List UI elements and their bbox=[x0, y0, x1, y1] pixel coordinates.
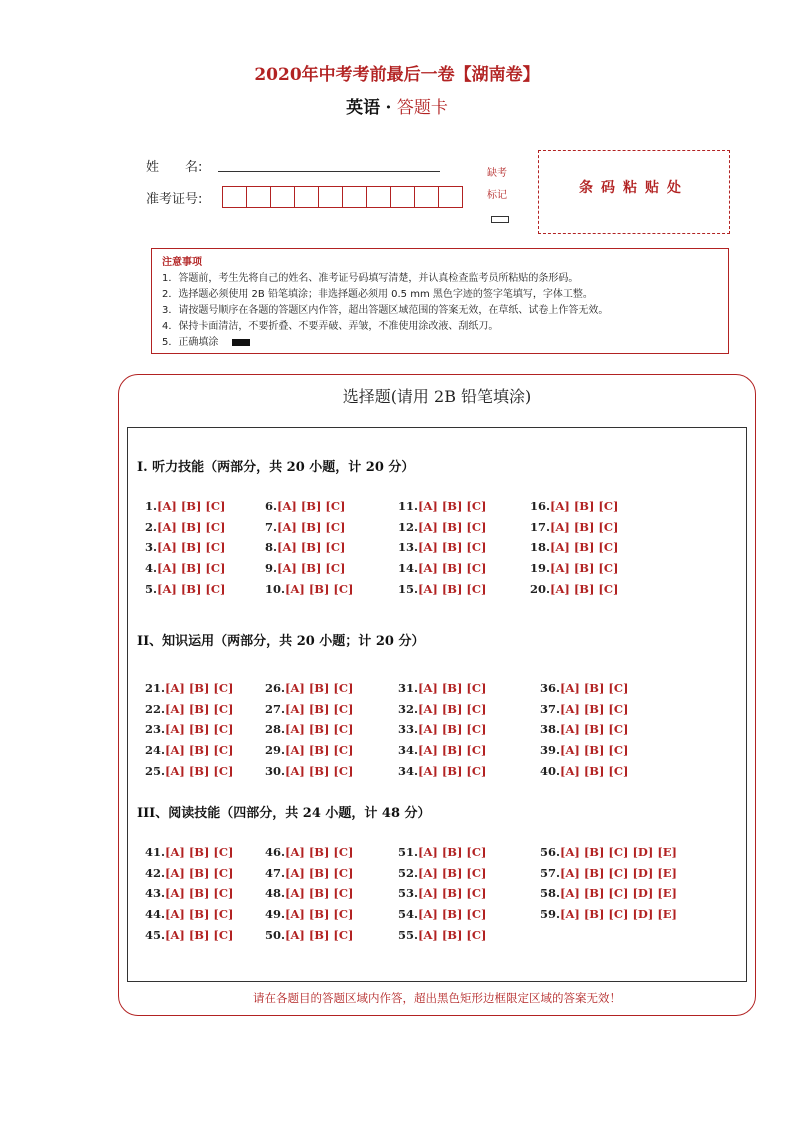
question-number: 13. bbox=[398, 540, 419, 555]
answer-options[interactable]: [A] [B] [C] bbox=[285, 763, 354, 778]
answer-options[interactable]: [A] [B] [C] bbox=[418, 907, 487, 922]
answer-options[interactable]: [A] [B] [C] bbox=[277, 561, 346, 576]
question-row[interactable] bbox=[265, 764, 353, 778]
question-number: 22. bbox=[145, 701, 166, 716]
question-row[interactable] bbox=[540, 681, 628, 695]
question-row[interactable] bbox=[265, 743, 353, 757]
question-number: 28. bbox=[265, 722, 286, 737]
answer-options[interactable]: [A] [B] [C] bbox=[560, 681, 629, 695]
answer-options[interactable]: [A] [B] [C] bbox=[418, 743, 487, 758]
question-row[interactable] bbox=[540, 886, 677, 900]
question-row[interactable] bbox=[398, 866, 486, 880]
question-row[interactable] bbox=[398, 520, 486, 534]
question-row[interactable] bbox=[145, 866, 233, 880]
section-title: I. 听力技能（两部分，共 20 小题，计 20 分） bbox=[137, 460, 415, 475]
question-row[interactable] bbox=[540, 866, 677, 880]
question-row[interactable] bbox=[145, 582, 225, 596]
answer-options[interactable]: [A] [B] [C] bbox=[560, 763, 629, 778]
notice-item-correct-fill bbox=[162, 335, 718, 351]
answer-options[interactable]: [A] [B] [C] bbox=[418, 763, 487, 778]
question-row[interactable] bbox=[145, 722, 233, 736]
question-row[interactable] bbox=[145, 907, 233, 921]
question-row[interactable] bbox=[145, 561, 225, 575]
answer-options[interactable]: [A] [B] [C] bbox=[157, 519, 226, 534]
question-number: 8. bbox=[265, 540, 278, 555]
question-number: 54. bbox=[398, 907, 419, 922]
question-number: 58. bbox=[540, 886, 561, 901]
answer-options[interactable]: [A] [B] [C] bbox=[277, 499, 346, 513]
answer-options[interactable]: [A] [B] [C] bbox=[560, 701, 629, 716]
question-number: 38. bbox=[540, 722, 561, 737]
question-number: 30. bbox=[265, 763, 286, 778]
answer-options[interactable]: [A] [B] [C] bbox=[550, 561, 619, 576]
question-number: 25. bbox=[145, 763, 166, 778]
id-digit-box[interactable] bbox=[271, 187, 295, 207]
answer-card-label: 答题卡 bbox=[396, 98, 448, 118]
question-row[interactable] bbox=[540, 764, 628, 778]
question-row[interactable] bbox=[398, 681, 486, 695]
answer-options[interactable]: [A] [B] [C] bbox=[560, 722, 629, 737]
question-number: 18. bbox=[530, 540, 551, 555]
question-number: 29. bbox=[265, 743, 286, 758]
question-number: 31. bbox=[398, 681, 419, 695]
question-number: 6. bbox=[265, 499, 278, 513]
question-number: 40. bbox=[540, 763, 561, 778]
question-row[interactable] bbox=[398, 907, 486, 921]
id-digit-box[interactable] bbox=[439, 187, 462, 207]
id-digit-box[interactable] bbox=[247, 187, 271, 207]
question-row[interactable] bbox=[145, 520, 225, 534]
question-row[interactable] bbox=[265, 681, 353, 695]
question-number: 2. bbox=[145, 519, 158, 534]
page-title: 2020年中考考前最后一卷【湖南卷】 bbox=[254, 65, 540, 85]
answer-options[interactable]: [A] [B] [C] bbox=[550, 499, 619, 513]
id-digit-box[interactable] bbox=[367, 187, 391, 207]
footer-warning: 请在各题目的答题区域内作答，超出黑色矩形边框限定区域的答案无效！ bbox=[253, 991, 621, 1005]
answer-options[interactable]: [A] [B] [C] bbox=[157, 561, 226, 576]
question-number: 16. bbox=[530, 499, 551, 513]
question-number: 3. bbox=[145, 540, 158, 555]
question-number: 24. bbox=[145, 743, 166, 758]
question-number: 39. bbox=[540, 743, 561, 758]
question-row[interactable] bbox=[145, 743, 233, 757]
question-number: 46. bbox=[265, 845, 286, 859]
question-number: 49. bbox=[265, 907, 286, 922]
notice-item: 3．请按题号顺序在各题的答题区内作答，超出答题区域范围的答案无效，在草纸、试卷上作答无效。 bbox=[162, 305, 609, 316]
question-row[interactable] bbox=[145, 886, 233, 900]
question-number: 15. bbox=[398, 581, 419, 596]
answer-options[interactable]: [A] [B] [C] bbox=[418, 722, 487, 737]
answer-options[interactable]: [A] [B] [C] bbox=[285, 907, 354, 922]
question-number: 42. bbox=[145, 865, 166, 880]
choice-heading: 选择题(请用 2B 铅笔填涂) bbox=[342, 387, 532, 406]
section-title: III、阅读技能（四部分，共 24 小题，计 48 分） bbox=[137, 806, 431, 821]
answer-options[interactable]: [A] [B] [C] bbox=[285, 581, 354, 596]
notice-item: 1．答题前，考生先将自己的姓名、准考证号码填写清楚，并认真检查监考员所粘贴的条形码。 bbox=[162, 273, 579, 284]
absent-mark-box[interactable] bbox=[491, 216, 509, 223]
answer-options[interactable]: [A] [B] [C] bbox=[418, 701, 487, 716]
section-title: II、知识运用（两部分，共 20 小题；计 20 分） bbox=[137, 634, 425, 649]
question-number: 11. bbox=[398, 499, 419, 513]
id-digit-box[interactable] bbox=[415, 187, 439, 207]
answer-options[interactable]: [A] [B] [C] [D] [E] bbox=[560, 907, 677, 922]
question-row[interactable] bbox=[145, 702, 233, 716]
question-number: 14. bbox=[398, 561, 419, 576]
answer-options[interactable]: [A] [B] [C] bbox=[285, 927, 354, 942]
answer-options[interactable]: [A] [B] [C] bbox=[418, 886, 487, 901]
question-number: 23. bbox=[145, 722, 166, 737]
answer-options[interactable]: [A] [B] [C] bbox=[285, 845, 354, 859]
question-number: 44. bbox=[145, 907, 166, 922]
question-number: 48. bbox=[265, 886, 286, 901]
answer-options[interactable]: [A] [B] [C] bbox=[285, 701, 354, 716]
question-row[interactable] bbox=[265, 886, 353, 900]
question-number: 33. bbox=[398, 722, 419, 737]
question-row[interactable] bbox=[265, 499, 345, 513]
question-row[interactable] bbox=[145, 540, 225, 554]
question-row[interactable] bbox=[145, 499, 225, 513]
answer-options[interactable]: [A] [B] [C] bbox=[277, 540, 346, 555]
question-number: 1. bbox=[145, 499, 158, 513]
question-row[interactable] bbox=[265, 845, 353, 859]
answer-options[interactable]: [A] [B] [C] bbox=[165, 763, 234, 778]
id-number-boxes[interactable] bbox=[222, 186, 463, 208]
question-number: 47. bbox=[265, 865, 286, 880]
answer-options[interactable]: [A] [B] [C] bbox=[165, 907, 234, 922]
id-digit-box[interactable] bbox=[223, 187, 247, 207]
question-number: 59. bbox=[540, 907, 561, 922]
answer-options[interactable]: [A] [B] [C] bbox=[285, 722, 354, 737]
absent-label-bottom: 标记 bbox=[487, 190, 507, 201]
question-number: 45. bbox=[145, 927, 166, 942]
id-digit-box[interactable] bbox=[295, 187, 319, 207]
question-row[interactable] bbox=[265, 582, 353, 596]
answer-options[interactable]: [A] [B] [C] [D] [E] bbox=[560, 865, 677, 880]
answer-options[interactable]: [A] [B] [C] bbox=[165, 743, 234, 758]
question-row[interactable] bbox=[145, 928, 233, 942]
question-row[interactable] bbox=[540, 907, 677, 921]
question-row[interactable] bbox=[398, 743, 486, 757]
answer-options[interactable]: [A] [B] [C] bbox=[165, 927, 234, 942]
answer-options[interactable]: [A] [B] [C] bbox=[165, 865, 234, 880]
question-number: 26. bbox=[265, 681, 286, 695]
question-row[interactable] bbox=[145, 681, 233, 695]
question-row[interactable] bbox=[265, 520, 345, 534]
absent-label-top: 缺考 bbox=[487, 168, 507, 179]
answer-options[interactable]: [A] [B] [C] bbox=[165, 722, 234, 737]
name-label: 姓 名: bbox=[146, 160, 203, 175]
question-row[interactable] bbox=[265, 928, 353, 942]
answer-options[interactable]: [A] [B] [C] bbox=[157, 581, 226, 596]
page-subtitle bbox=[0, 93, 794, 118]
barcode-area: 条码粘贴处 bbox=[538, 150, 730, 234]
question-row[interactable] bbox=[530, 561, 618, 575]
notice-item: 2．选择题必须使用 2B 铅笔填涂；非选择题必须用 0.5 mm 黑色字迹的签字笔填写，字体工整。 bbox=[162, 289, 593, 300]
answer-options[interactable]: [A] [B] [C] [D] [E] bbox=[560, 886, 677, 901]
question-number: 51. bbox=[398, 845, 419, 859]
answer-options[interactable]: [A] [B] [C] bbox=[418, 561, 487, 576]
answer-options[interactable]: [A] [B] [C] bbox=[165, 886, 234, 901]
question-row[interactable] bbox=[398, 540, 486, 554]
question-number: 12. bbox=[398, 519, 419, 534]
question-row[interactable] bbox=[530, 582, 618, 596]
id-label: 准考证号: bbox=[146, 192, 203, 207]
answer-options[interactable]: [A] [B] [C] bbox=[165, 681, 234, 695]
question-row[interactable] bbox=[265, 907, 353, 921]
question-number: 19. bbox=[530, 561, 551, 576]
subtitle-separator: · bbox=[385, 98, 392, 118]
question-number: 5. bbox=[145, 581, 158, 596]
question-number: 21. bbox=[145, 681, 166, 695]
question-number: 34. bbox=[398, 763, 419, 778]
question-row[interactable] bbox=[540, 845, 677, 859]
question-number: 4. bbox=[145, 561, 158, 576]
question-number: 9. bbox=[265, 561, 278, 576]
name-field[interactable] bbox=[218, 171, 440, 172]
answer-options[interactable]: [A] [B] [C] bbox=[418, 519, 487, 534]
answer-options[interactable]: [A] [B] [C] bbox=[157, 499, 226, 513]
question-row[interactable] bbox=[265, 702, 353, 716]
notice-item: 5．正确填涂 bbox=[162, 337, 219, 348]
answer-options[interactable]: [A] [B] [C] bbox=[165, 701, 234, 716]
question-number: 41. bbox=[145, 845, 166, 859]
question-number: 34. bbox=[398, 743, 419, 758]
question-row[interactable] bbox=[540, 743, 628, 757]
question-row[interactable] bbox=[398, 702, 486, 716]
answer-options[interactable]: [A] [B] [C] [D] [E] bbox=[560, 845, 677, 859]
question-number: 56. bbox=[540, 845, 561, 859]
question-number: 55. bbox=[398, 927, 419, 942]
question-row[interactable] bbox=[398, 561, 486, 575]
notice-title: 注意事项 bbox=[162, 257, 202, 268]
question-row[interactable] bbox=[265, 866, 353, 880]
question-number: 43. bbox=[145, 886, 166, 901]
question-row[interactable] bbox=[398, 886, 486, 900]
id-digit-box[interactable] bbox=[343, 187, 367, 207]
answer-options[interactable]: [A] [B] [C] bbox=[285, 681, 354, 695]
filled-mark-example bbox=[232, 339, 250, 346]
question-row[interactable] bbox=[265, 540, 345, 554]
answer-options[interactable]: [A] [B] [C] bbox=[418, 499, 487, 513]
question-number: 32. bbox=[398, 701, 419, 716]
answer-options[interactable]: [A] [B] [C] bbox=[277, 519, 346, 534]
answer-options[interactable]: [A] [B] [C] bbox=[157, 540, 226, 555]
notice-item: 4．保持卡面清洁，不要折叠、不要弄破、弄皱，不准使用涂改液、刮纸刀。 bbox=[162, 321, 499, 332]
question-row[interactable] bbox=[530, 520, 618, 534]
question-number: 52. bbox=[398, 865, 419, 880]
notice-box bbox=[151, 248, 729, 354]
id-digit-box[interactable] bbox=[319, 187, 343, 207]
question-row[interactable] bbox=[145, 845, 233, 859]
question-row[interactable] bbox=[398, 499, 486, 513]
question-number: 37. bbox=[540, 701, 561, 716]
answer-options[interactable]: [A] [B] [C] bbox=[418, 927, 487, 942]
question-row[interactable] bbox=[530, 499, 618, 513]
question-number: 53. bbox=[398, 886, 419, 901]
question-row[interactable] bbox=[265, 722, 353, 736]
answer-options[interactable]: [A] [B] [C] bbox=[285, 865, 354, 880]
question-row[interactable] bbox=[540, 722, 628, 736]
question-row[interactable] bbox=[398, 764, 486, 778]
answer-options[interactable]: [A] [B] [C] bbox=[165, 845, 234, 859]
question-number: 10. bbox=[265, 581, 286, 596]
answer-options[interactable]: [A] [B] [C] bbox=[418, 681, 487, 695]
question-number: 20. bbox=[530, 581, 551, 596]
answer-options[interactable]: [A] [B] [C] bbox=[550, 519, 619, 534]
subject-label: 英语 bbox=[346, 98, 381, 118]
answer-options[interactable]: [A] [B] [C] bbox=[285, 886, 354, 901]
question-number: 50. bbox=[265, 927, 286, 942]
question-number: 17. bbox=[530, 519, 551, 534]
question-row[interactable] bbox=[398, 582, 486, 596]
question-number: 57. bbox=[540, 865, 561, 880]
answer-options[interactable]: [A] [B] [C] bbox=[418, 845, 487, 859]
answer-options[interactable]: [A] [B] [C] bbox=[418, 581, 487, 596]
answer-options[interactable]: [A] [B] [C] bbox=[550, 540, 619, 555]
question-row[interactable] bbox=[530, 540, 618, 554]
answer-options[interactable]: [A] [B] [C] bbox=[550, 581, 619, 596]
question-row[interactable] bbox=[265, 561, 345, 575]
question-row[interactable] bbox=[145, 764, 233, 778]
answer-options[interactable]: [A] [B] [C] bbox=[285, 743, 354, 758]
question-row[interactable] bbox=[540, 702, 628, 716]
answer-options[interactable]: [A] [B] [C] bbox=[418, 540, 487, 555]
question-number: 7. bbox=[265, 519, 278, 534]
answer-options[interactable]: [A] [B] [C] bbox=[418, 865, 487, 880]
question-row[interactable] bbox=[398, 722, 486, 736]
answer-options[interactable]: [A] [B] [C] bbox=[560, 743, 629, 758]
id-digit-box[interactable] bbox=[391, 187, 415, 207]
question-row[interactable] bbox=[398, 845, 486, 859]
question-number: 36. bbox=[540, 681, 561, 695]
question-row[interactable] bbox=[398, 928, 486, 942]
question-number: 27. bbox=[265, 701, 286, 716]
